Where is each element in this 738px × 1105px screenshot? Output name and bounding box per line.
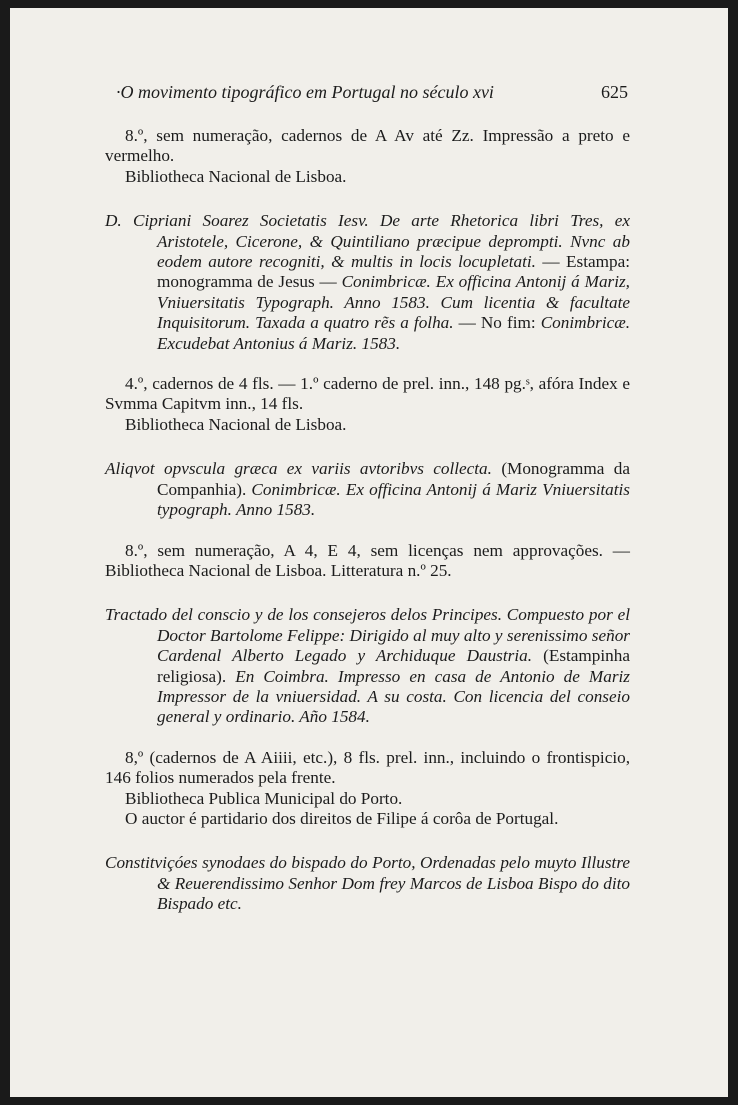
entry-2-description: 4.º, cadernos de 4 fls. — 1.º caderno de prel. inn., 148 pg.ˢ, afóra Index e Svmma Capitvm inn., 14 fls. (105, 374, 630, 414)
running-head (116, 82, 628, 103)
entry-4-remark: O auctor é partidario dos direitos de Filipe á corôa de Portugal. (125, 808, 559, 828)
entry-4-title-block (105, 605, 630, 727)
entry-5-title: Constitviçóes synodaes do bispado do Porto, Ordenadas pelo muyto Illustre & Reuerendissimo Senhor Dom frey Marcos de Lisboa Bispo do dito Bispado etc. (105, 853, 630, 914)
entry-1-library: Bibliotheca Nacional de Lisboa. (125, 166, 347, 186)
entry-2-note: — Estampa: monogramma de Jesus — (157, 252, 630, 292)
entry-2-library: Bibliotheca Nacional de Lisboa. (125, 414, 347, 434)
entry-2-title: D. Cipriani Soarez Societatis Iesv. De arte Rhetorica libri Tres, ex Aristotele, Cicerone, & Quintiliano præcipue deprompti. Nvnc ab eodem autore recogniti, & multis in locis locupletati. (105, 211, 630, 272)
entry-2-title-block (105, 211, 630, 354)
entry-5-title-block (105, 853, 630, 914)
running-title: ·O movimento tipográfico em Portugal no século xvi (116, 82, 494, 102)
entry-3-imprint: Conimbricæ. Ex officina Antonij á Mariz Vniuersitatis typograph. Anno 1583. (157, 479, 630, 520)
entry-4-library: Bibliotheca Publica Municipal do Porto. (125, 788, 403, 808)
entry-2-imprint: Conimbricæ. Ex officina Antonij á Mariz, Vniuersitatis Typograph. Anno 1583. Cum licentia & facultate Inquisitorum. Taxada a quatro rẽs a folha. (157, 272, 630, 333)
entry-3-title: Aliqvot opvscula græca ex variis avtoribvs collecta. (105, 459, 492, 479)
entry-4-note: (Estampinha religiosa). (157, 646, 630, 686)
entry-1-description: 8.º, sem numeração, cadernos de A Av até Zz. Impressão a preto e vermelho. (105, 126, 630, 166)
entry-2-colophon: Conimbricæ. Excudebat Antonius á Mariz. 1583. (157, 313, 630, 353)
entry-3-description: 8.º, sem numeração, A 4, E 4, sem licenças nem approvações. — Bibliotheca Nacional de Lisboa. Litteratura n.º 25. (105, 540, 630, 580)
entry-4-description: 8,º (cadernos de A Aiiii, etc.), 8 fls. prel. inn., incluindo o frontispicio, 146 folios numerados pela frente. (105, 747, 630, 788)
entry-3-title-block (105, 459, 630, 520)
entry-2-colophon-label: — No fim: (453, 313, 541, 333)
book-page (10, 8, 728, 1097)
page-number: 625 (601, 82, 628, 102)
bibliography-entries (105, 126, 630, 915)
entry-4-title: Tractado del conscio y de los consejeros delos Principes. Compuesto por el Doctor Bartolome Felippe: Dirigido al muy alto y serenissimo señor Cardenal Alberto Legado y Archiduque Daustria. (105, 605, 630, 666)
entry-3-note: (Monogramma da Companhia). (157, 459, 630, 499)
entry-4-imprint: En Coimbra. Impresso en casa de Antonio de Mariz Impressor de la vniuersidad. A su costa. Con licencia del conseio general y ordinario. Año 1584. (157, 666, 630, 727)
